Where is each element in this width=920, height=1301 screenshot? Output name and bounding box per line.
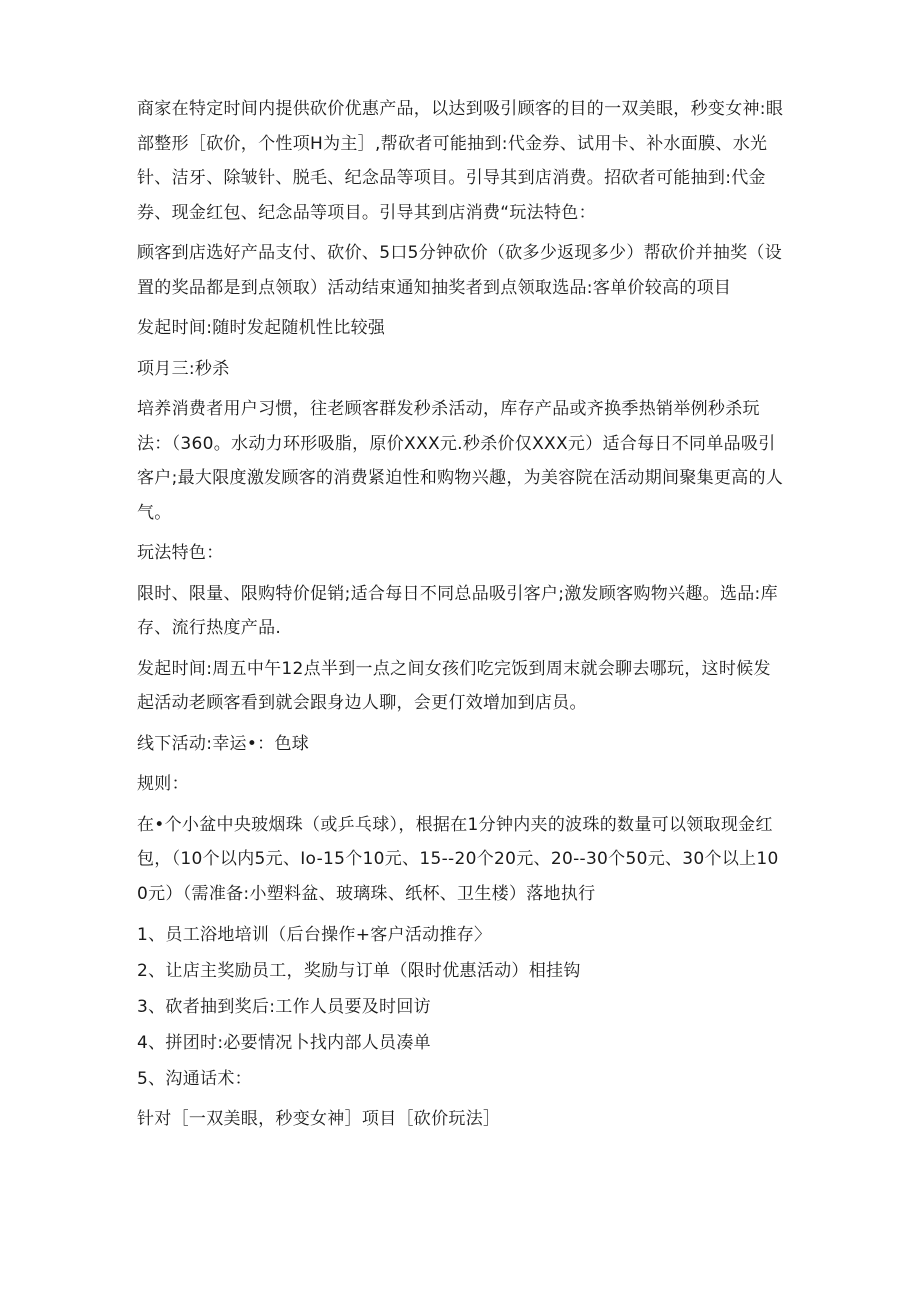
document-body <box>137 92 787 1137</box>
paragraph-features-heading: 玩法特色： <box>137 543 224 563</box>
list-item: 2、让店主奖励员工，奖励与订单（限时优惠活动）相挂钩 <box>137 961 581 981</box>
paragraph-bargain-intro: 商家在特定时间内提供砍价优惠产品，以达到吸引顾客的目的一双美眼，秒变女神:眼部整形［砍价，个性项H为主］,帮砍者可能抽到:代金券、试用卡、补水面膜、水光针、洁牙、除皱针、脱毛、纪念品等项目。引导其到店消费。招砍者可能抽到:代金券、现金红包、纪念品等项目。引导其到店消费“玩法特色： <box>137 99 784 223</box>
paragraph-rules: 在•个小盆中央玻烟珠（或乒乓球），根据在1分钟内夹的波珠的数量可以领取现金红包，（10个以内5元、Io-15个10元、15--20个20元、20--30个50元、30个以上100元）（需准备:小塑料盆、玻璃珠、纸杯、卫生楼）落地执行 <box>137 814 779 904</box>
paragraph-rules-heading: 规则： <box>137 774 189 794</box>
list-item: 1、员工浴地培训（后台操作+客户活动推存〉 <box>137 925 492 945</box>
paragraph-flash-sale-description: 培养消费者用户习惯，往老顾客群发秒杀活动，库存产品或齐换季热销举例秒杀玩法：（360。水动力环形吸脂，原价XXX元.秒杀价仅XXX元）适合每日不同单品吸引客户;最大限度激发顾客的消费紧迫性和购物兴趣，为美容院在活动期间聚集更高的人气。 <box>137 399 784 523</box>
list-item: 3、砍者抽到奖后:工作人员要及时回访 <box>137 997 431 1017</box>
paragraph-launch-time-2: 发起时间:周五中午12点半到一点之间女孩们吃完饭到周末就会聊去哪玩，这时候发起活动老顾客看到就会跟身边人聊，会更仃效增加到店员。 <box>137 658 771 713</box>
paragraph-launch-time-1: 发起时间:随时发起随机性比较强 <box>137 318 386 338</box>
list-item: 4、拼团时:必要情况卜找内部人员凑单 <box>137 1033 431 1053</box>
paragraph-bargain-process: 顾客到店选好产品支付、砍价、5口5分钟砍价（砍多少返现多少）帮砍价并抽奖（设置的奖品都是到点领取）活动结束通知抽奖者到点领取选品:客单价较高的项目 <box>137 243 783 298</box>
final-line: 针对［一双美眼，秒变女神］项目［砍价玩法］ <box>137 1109 501 1129</box>
paragraph-features: 限时、限量、限购特价促销;适合每日不同总品吸引客户;激发顾客购物兴趣。选品:库存、流行热度产品. <box>137 583 778 638</box>
section-heading-flash-sale: 项月三:秒杀 <box>137 358 230 379</box>
list-item: 5、沟通话术： <box>137 1069 252 1089</box>
execution-list <box>137 917 787 1097</box>
section-heading-offline-activity: 线下活动:幸运•：色球 <box>137 733 310 754</box>
